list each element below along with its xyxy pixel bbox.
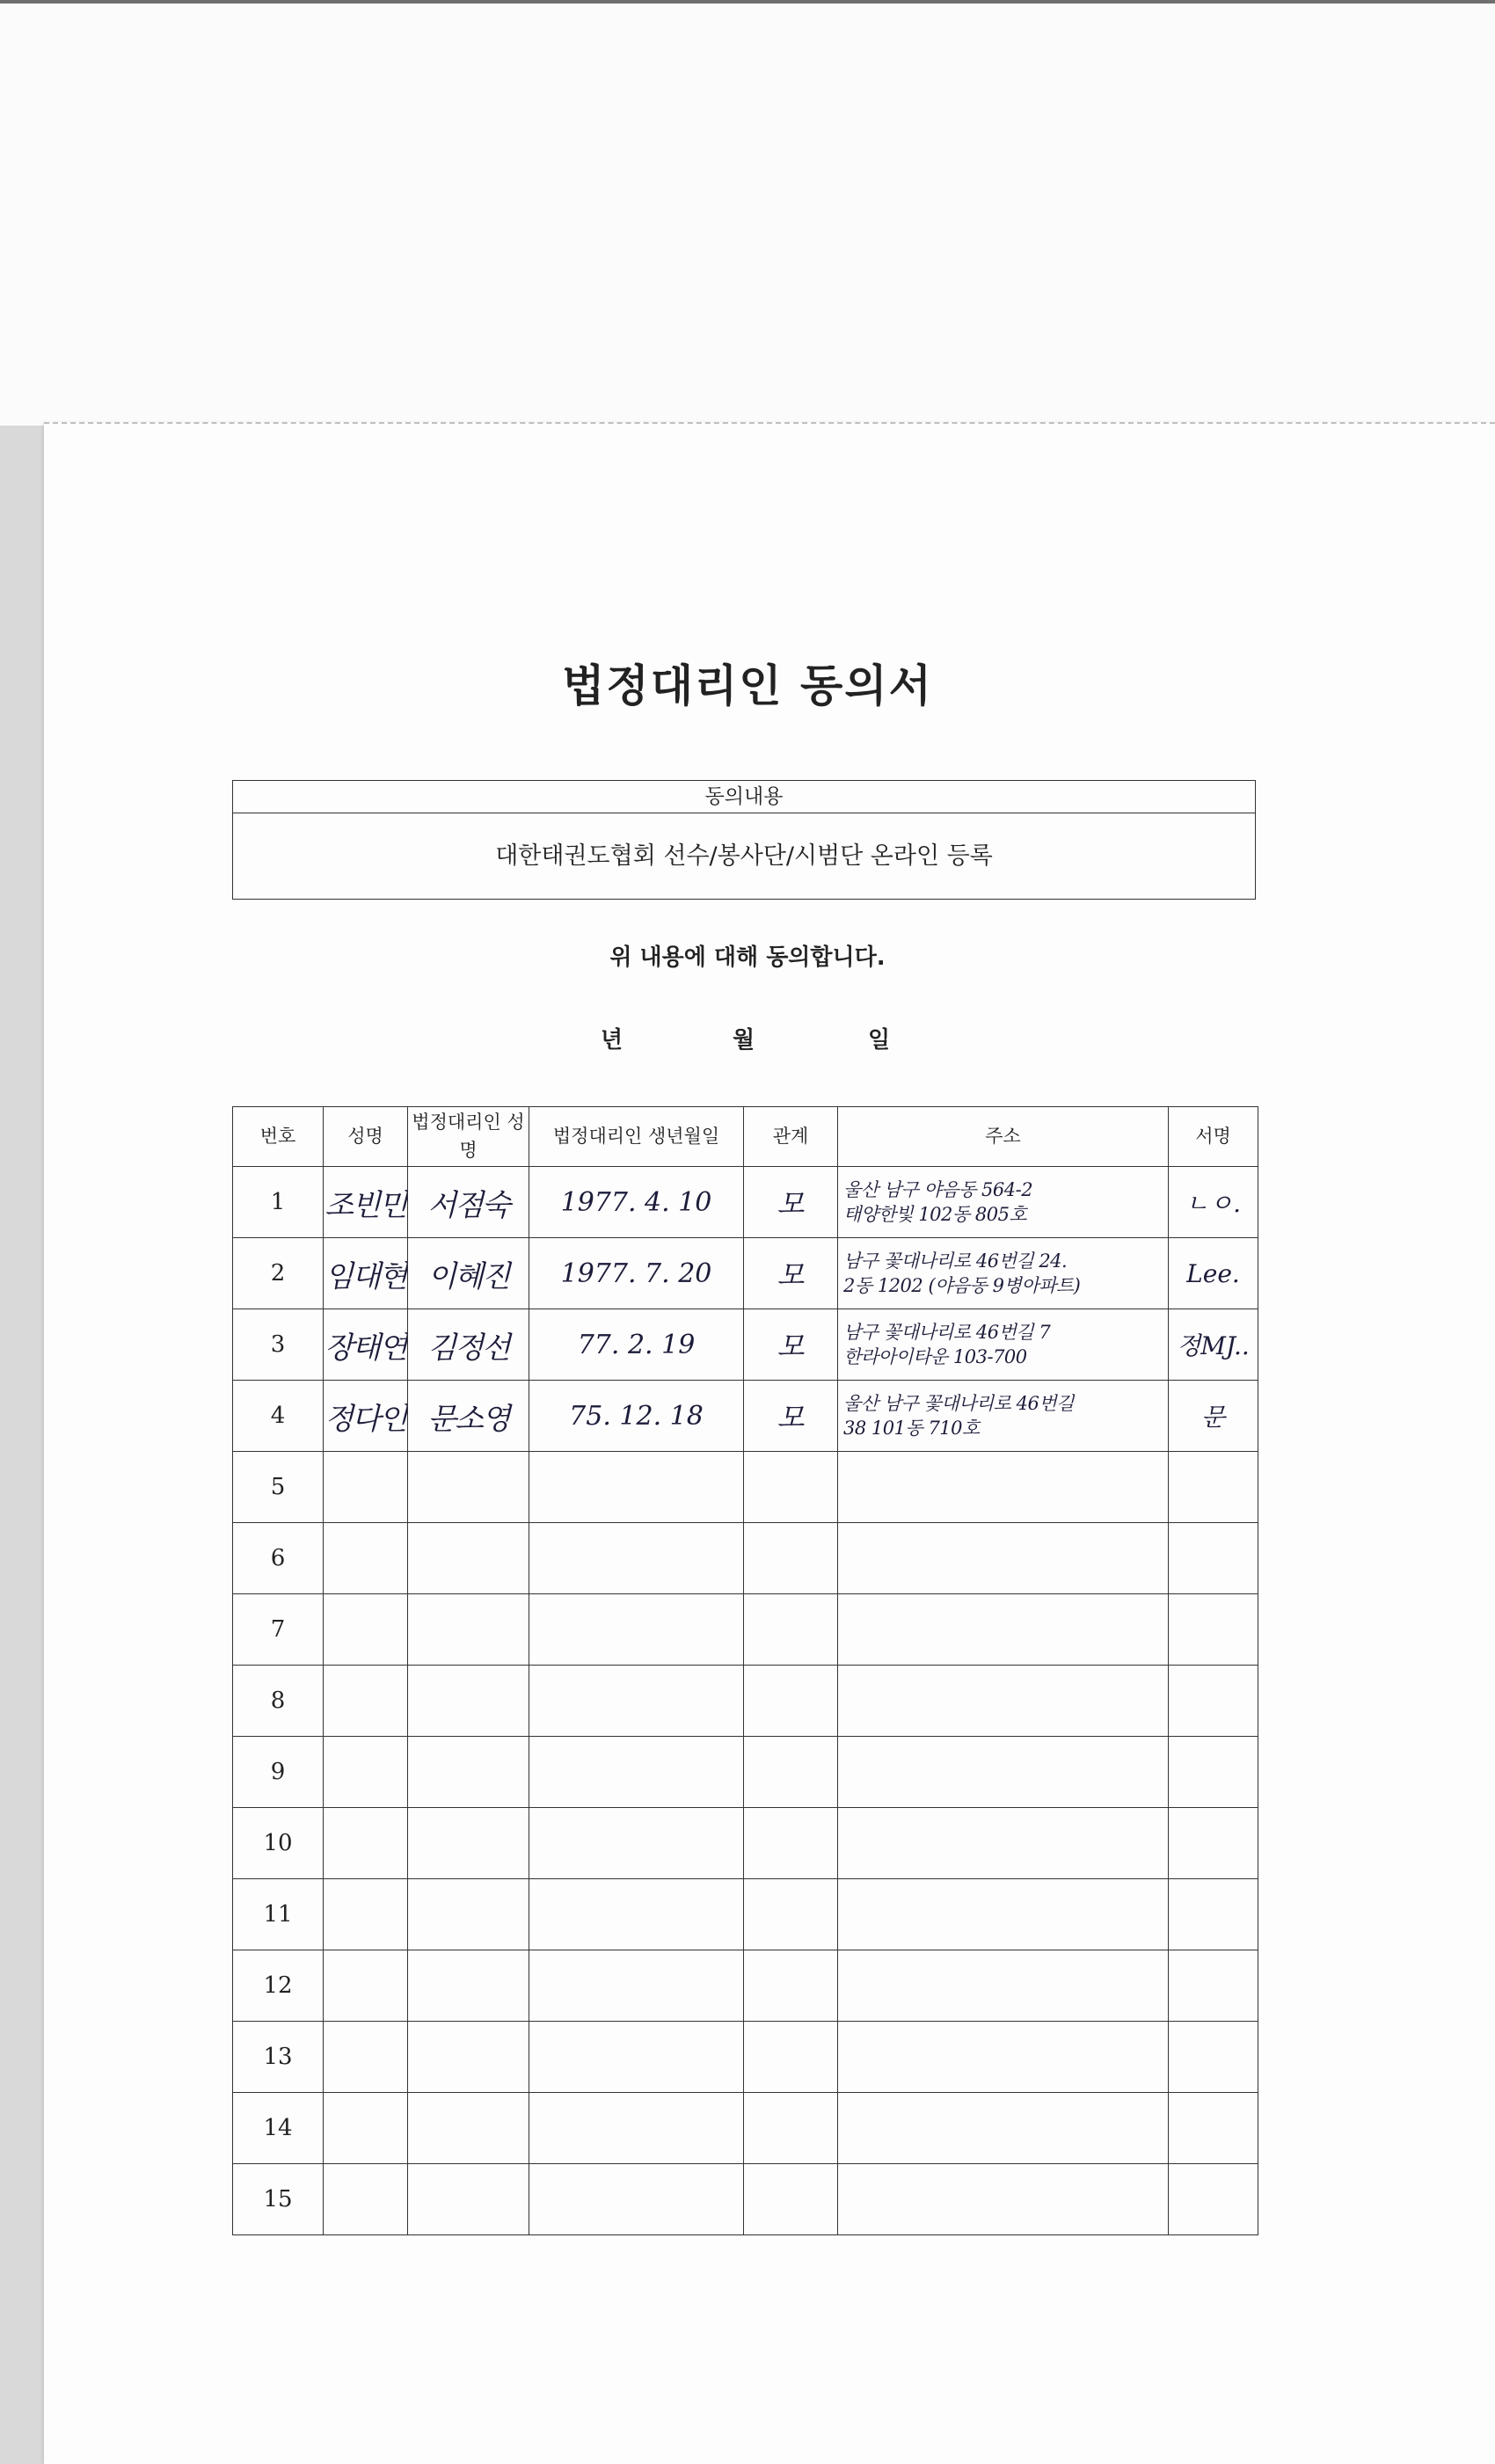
table-row [233, 1309, 1258, 1381]
cell-guardian-birth [529, 1523, 744, 1594]
cell-number: 2 [233, 1238, 324, 1309]
cell-guardian-name [408, 1309, 529, 1381]
date-year-label: 년 [601, 1027, 624, 1053]
cell-guardian-birth [529, 1381, 744, 1452]
cell-signature [1169, 2164, 1258, 2235]
cell-relation-text: 모 [777, 1401, 805, 1434]
header-signature: 서명 [1169, 1107, 1258, 1167]
cell-guardian-birth [529, 1167, 744, 1238]
cell-relation [744, 2093, 838, 2164]
address-line: 한라아이타운 103-700 [843, 1346, 1027, 1367]
cell-name-text: 장태연 [325, 1330, 406, 1366]
cell-address [838, 1167, 1169, 1238]
cell-guardian-name [408, 1238, 529, 1309]
back-page [0, 0, 1495, 426]
cell-signature [1169, 1666, 1258, 1737]
cell-address [838, 1381, 1169, 1452]
cell-relation [744, 1594, 838, 1666]
cell-number: 4 [233, 1381, 324, 1452]
cell-name [324, 1167, 408, 1238]
cell-relation-text: 모 [777, 1330, 805, 1363]
table-row [233, 1167, 1258, 1238]
cell-signature [1169, 1452, 1258, 1523]
table-row [233, 1238, 1258, 1309]
cell-relation [744, 1737, 838, 1808]
cell-name [324, 1879, 408, 1950]
cell-address [838, 2093, 1169, 2164]
cell-guardian-name [408, 1950, 529, 2022]
cell-signature-text: Lee. [1186, 1258, 1240, 1288]
document-title: 법정대리인 동의서 [562, 660, 933, 711]
cell-guardian-birth [529, 2093, 744, 2164]
table-row [233, 1808, 1258, 1879]
table-row [233, 1594, 1258, 1666]
table-row [233, 1879, 1258, 1950]
cell-number: 5 [233, 1452, 324, 1523]
address-line: 울산 남구 꽃대나리로 46번길 [843, 1392, 1074, 1414]
address-line: 38 101동 710호 [843, 1418, 980, 1439]
cell-guardian-birth [529, 1808, 744, 1879]
table-row [233, 1381, 1258, 1452]
cell-number: 15 [233, 2164, 324, 2235]
cell-guardian-name-text: 이혜진 [427, 1258, 509, 1294]
header-name: 성명 [324, 1107, 408, 1167]
cell-relation [744, 1666, 838, 1737]
cell-name [324, 1309, 408, 1381]
cell-relation [744, 2022, 838, 2093]
cell-name-text: 정다인 [325, 1401, 406, 1437]
cell-address [838, 1879, 1169, 1950]
cell-name [324, 1737, 408, 1808]
cell-guardian-birth [529, 1737, 744, 1808]
cell-guardian-name [408, 1381, 529, 1452]
consent-box [232, 780, 1256, 900]
cell-signature [1169, 1737, 1258, 1808]
cell-guardian-birth [529, 2022, 744, 2093]
header-relation: 관계 [744, 1107, 838, 1167]
cell-guardian-name [408, 1737, 529, 1808]
cell-name [324, 1238, 408, 1309]
cell-name [324, 1950, 408, 2022]
cell-guardian-birth-text: 77. 2. 19 [577, 1329, 696, 1360]
cell-number: 1 [233, 1167, 324, 1238]
cell-relation-text: 모 [777, 1258, 805, 1292]
cell-address [838, 1737, 1169, 1808]
cell-guardian-name [408, 1879, 529, 1950]
table-row [233, 1737, 1258, 1808]
cell-guardian-name-text: 김정선 [427, 1330, 509, 1366]
cell-relation [744, 1167, 838, 1238]
cell-address [838, 1950, 1169, 2022]
cell-address [838, 1666, 1169, 1737]
table-row [233, 2093, 1258, 2164]
cell-relation [744, 1950, 838, 2022]
cell-signature-text: 문 [1200, 1403, 1226, 1432]
cell-number: 14 [233, 2093, 324, 2164]
cell-address [838, 1523, 1169, 1594]
cell-address [838, 1238, 1169, 1309]
cell-name-text: 임대현 [325, 1258, 406, 1294]
cell-name [324, 1594, 408, 1666]
address-line: 울산 남구 야음동 564-2 [843, 1178, 1033, 1200]
cell-guardian-name [408, 1808, 529, 1879]
cell-name [324, 2022, 408, 2093]
cell-guardian-birth [529, 1594, 744, 1666]
cell-guardian-birth [529, 1666, 744, 1737]
cell-address [838, 2164, 1169, 2235]
cell-number: 12 [233, 1950, 324, 2022]
table-row [233, 2022, 1258, 2093]
cell-guardian-birth [529, 2164, 744, 2235]
cell-signature-text: ㄴㅇ. [1185, 1189, 1241, 1218]
cell-signature [1169, 1238, 1258, 1309]
header-guardian-name: 법정대리인 성명 [408, 1107, 529, 1167]
cell-signature [1169, 2022, 1258, 2093]
cell-guardian-birth [529, 1309, 744, 1381]
cell-signature [1169, 1309, 1258, 1381]
cell-relation [744, 1879, 838, 1950]
cell-guardian-name [408, 2093, 529, 2164]
header-address: 주소 [838, 1107, 1169, 1167]
table-row [233, 2164, 1258, 2235]
cell-name [324, 1381, 408, 1452]
cell-signature-text: 정MJ.. [1177, 1331, 1250, 1360]
cell-guardian-name-text: 서점숙 [427, 1187, 509, 1223]
cell-name-text: 조빈민 [325, 1187, 406, 1223]
cell-guardian-birth-text: 1977. 7. 20 [560, 1258, 712, 1289]
cell-signature [1169, 1879, 1258, 1950]
date-month-label: 월 [733, 1027, 755, 1053]
cell-guardian-birth [529, 1879, 744, 1950]
cell-signature [1169, 1381, 1258, 1452]
cell-relation [744, 1452, 838, 1523]
cell-name [324, 2164, 408, 2235]
address-line: 태양한빛 102동 805호 [843, 1204, 1027, 1225]
cell-signature [1169, 1950, 1258, 2022]
cell-guardian-name [408, 2022, 529, 2093]
cell-number: 7 [233, 1594, 324, 1666]
agree-statement: 위 내용에 대해 동의합니다. [609, 944, 886, 971]
address-line: 남구 꽃대나리로 46번길 7 [843, 1321, 1051, 1343]
cell-guardian-birth [529, 1452, 744, 1523]
cell-address [838, 1309, 1169, 1381]
address-line: 남구 꽃대나리로 46번길 24. [843, 1250, 1068, 1272]
cell-name [324, 1666, 408, 1737]
cell-guardian-name [408, 1666, 529, 1737]
address-line: 2동 1202 (야음동 9병아파트) [843, 1275, 1081, 1296]
cell-name [324, 1523, 408, 1594]
cell-number: 8 [233, 1666, 324, 1737]
cell-signature [1169, 1808, 1258, 1879]
cell-relation [744, 2164, 838, 2235]
cell-guardian-birth-text: 75. 12. 18 [569, 1400, 704, 1432]
cell-number: 9 [233, 1737, 324, 1808]
consent-body: 대한태권도협회 선수/봉사단/시범단 온라인 등록 [495, 842, 993, 870]
cell-number: 3 [233, 1309, 324, 1381]
cell-number: 13 [233, 2022, 324, 2093]
consent-header: 동의내용 [233, 781, 1255, 813]
cell-signature [1169, 1523, 1258, 1594]
date-day-label: 일 [868, 1027, 891, 1053]
cell-relation [744, 1309, 838, 1381]
cell-relation [744, 1523, 838, 1594]
guardian-table [232, 1106, 1258, 2235]
cell-relation [744, 1808, 838, 1879]
cell-guardian-birth [529, 1238, 744, 1309]
header-guardian-birth: 법정대리인 생년월일 [529, 1107, 744, 1167]
cell-name [324, 1808, 408, 1879]
cell-relation [744, 1381, 838, 1452]
table-header-row [233, 1107, 1258, 1167]
cell-guardian-name [408, 1452, 529, 1523]
table-row [233, 1452, 1258, 1523]
cell-relation-text: 모 [777, 1187, 805, 1221]
cell-number: 11 [233, 1879, 324, 1950]
cell-signature [1169, 2093, 1258, 2164]
cell-number: 10 [233, 1808, 324, 1879]
cell-guardian-name-text: 문소영 [427, 1401, 509, 1437]
header-number: 번호 [233, 1107, 324, 1167]
cell-address [838, 1452, 1169, 1523]
cell-guardian-birth-text: 1977. 4. 10 [560, 1186, 712, 1218]
cell-guardian-name [408, 1594, 529, 1666]
cell-signature [1169, 1167, 1258, 1238]
table-row [233, 1523, 1258, 1594]
table-row [233, 1950, 1258, 2022]
cell-address [838, 1808, 1169, 1879]
cell-guardian-name [408, 1523, 529, 1594]
cell-address [838, 1594, 1169, 1666]
cell-number: 6 [233, 1523, 324, 1594]
cell-guardian-name [408, 1167, 529, 1238]
cell-name [324, 2093, 408, 2164]
cell-signature [1169, 1594, 1258, 1666]
cell-guardian-birth [529, 1950, 744, 2022]
cell-relation [744, 1238, 838, 1309]
cell-guardian-name [408, 2164, 529, 2235]
table-row [233, 1666, 1258, 1737]
cell-name [324, 1452, 408, 1523]
cell-address [838, 2022, 1169, 2093]
